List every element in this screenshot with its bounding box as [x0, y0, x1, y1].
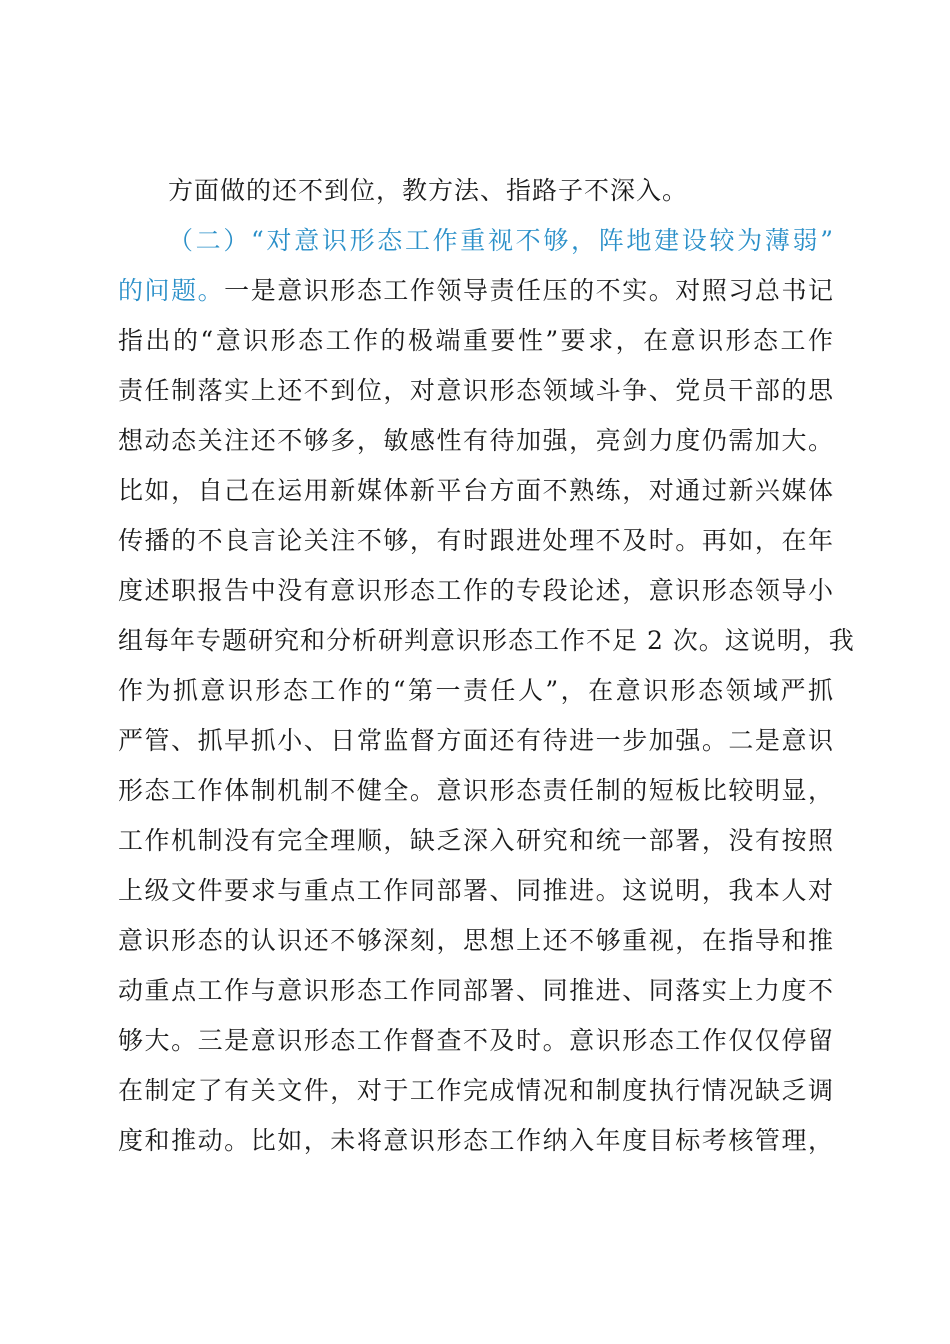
- text-line: 形态工作体制机制不健全。意识形态责任制的短板比较明显，: [118, 776, 834, 805]
- document-body: [118, 166, 855, 1166]
- text-line: 上级文件要求与重点工作同部署、同推进。这说明，我本人对: [118, 876, 834, 905]
- text-line: 严管、抓早抓小、日常监督方面还有待进一步加强。二是意识: [118, 726, 834, 755]
- text-line: 意识形态的认识还不够深刻，思想上还不够重视，在指导和推: [118, 926, 834, 955]
- text-line: 工作机制没有完全理顺，缺乏深入研究和统一部署，没有按照: [118, 826, 834, 855]
- section-heading-line: （二）“对意识形态工作重视不够，阵地建设较为薄弱”: [168, 226, 834, 255]
- paragraph-2: [118, 216, 855, 1166]
- text-line: 动重点工作与意识形态工作同部署、同推进、同落实上力度不: [118, 976, 834, 1005]
- paragraph-1: [118, 166, 834, 216]
- text-line: 指出的“意识形态工作的极端重要性”要求，在意识形态工作: [118, 326, 834, 355]
- text-line: 度和推动。比如，未将意识形态工作纳入年度目标考核管理，: [118, 1126, 834, 1155]
- text-line: 比如，自己在运用新媒体新平台方面不熟练，对通过新兴媒体: [118, 476, 834, 505]
- text-line: 组每年专题研究和分析研判意识形态工作不足 2 次。这说明，我: [118, 626, 855, 655]
- text-line: [118, 266, 834, 316]
- text-line: 传播的不良言论关注不够，有时跟进处理不及时。再如，在年: [118, 526, 834, 555]
- text-line: 在制定了有关文件，对于工作完成情况和制度执行情况缺乏调: [118, 1076, 834, 1105]
- text-line: 度述职报告中没有意识形态工作的专段论述，意识形态领导小: [118, 576, 834, 605]
- text-line: 责任制落实上还不到位，对意识形态领域斗争、党员干部的思: [118, 376, 834, 405]
- text-line: 够大。三是意识形态工作督查不及时。意识形态工作仅仅停留: [118, 1026, 834, 1055]
- section-heading-tail: 的问题。: [118, 276, 225, 305]
- text-line: 想动态关注还不够多，敏感性有待加强，亮剑力度仍需加大。: [118, 426, 834, 455]
- text-line: 作为抓意识形态工作的“第一责任人”，在意识形态领域严抓: [118, 676, 834, 705]
- text-run: 一是意识形态工作领导责任压的不实。对照习总书记: [224, 276, 834, 305]
- text-line: 方面做的还不到位，教方法、指路子不深入。: [168, 176, 689, 205]
